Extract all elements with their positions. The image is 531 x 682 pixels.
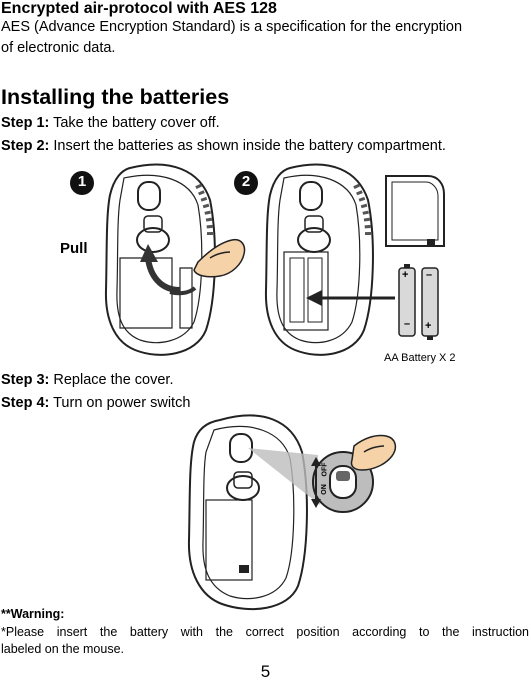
step-4 — [1, 395, 190, 411]
step-badge-1-label: 1 — [77, 173, 87, 190]
step-1-text: Take the battery cover off. — [49, 115, 220, 131]
step-3-text: Replace the cover. — [49, 372, 174, 388]
step-4-label: Step 4: — [1, 395, 50, 411]
insert-arrow — [306, 290, 395, 306]
pull-label: Pull — [60, 240, 88, 257]
warning-line-2: labeled on the mouse. — [1, 642, 125, 656]
battery-2-plus: + — [425, 320, 432, 332]
intro-title: Encrypted air-protocol with AES 128 — [1, 0, 277, 17]
switch-on-label: ON — [320, 484, 328, 495]
page-number: 5 — [260, 662, 271, 681]
step-2-label: Step 2: — [1, 138, 50, 154]
battery-caption: AA Battery X 2 — [384, 352, 456, 364]
step-2-text: Insert the batteries as shown inside the battery compartment. — [49, 138, 446, 154]
mouse-1-illustration — [106, 165, 215, 355]
hand-icon-2 — [351, 435, 395, 470]
mouse-2-illustration — [266, 165, 373, 355]
step-3-label: Step 3: — [1, 372, 50, 388]
warning-line-1: *Please insert the battery with the correct position according to the instruction — [1, 625, 529, 639]
step-4-text: Turn on power switch — [49, 395, 191, 411]
switch-off-label: OFF — [321, 462, 329, 477]
warning-title: **Warning: — [1, 607, 65, 621]
battery-1-plus: + — [402, 269, 409, 281]
step-3 — [1, 372, 173, 388]
step-1-label: Step 1: — [1, 115, 50, 131]
intro-line-1: AES (Advance Encryption Standard) is a specification for the encryption — [1, 19, 463, 35]
battery-2-minus: – — [426, 269, 433, 281]
intro-line-2: of electronic data. — [1, 40, 116, 56]
battery-cover-illustration — [386, 176, 444, 246]
battery-1-minus: – — [404, 318, 411, 330]
step-badge-2-label: 2 — [241, 173, 251, 190]
section-heading: Installing the batteries — [1, 85, 230, 109]
mouse-3-illustration — [189, 415, 307, 609]
